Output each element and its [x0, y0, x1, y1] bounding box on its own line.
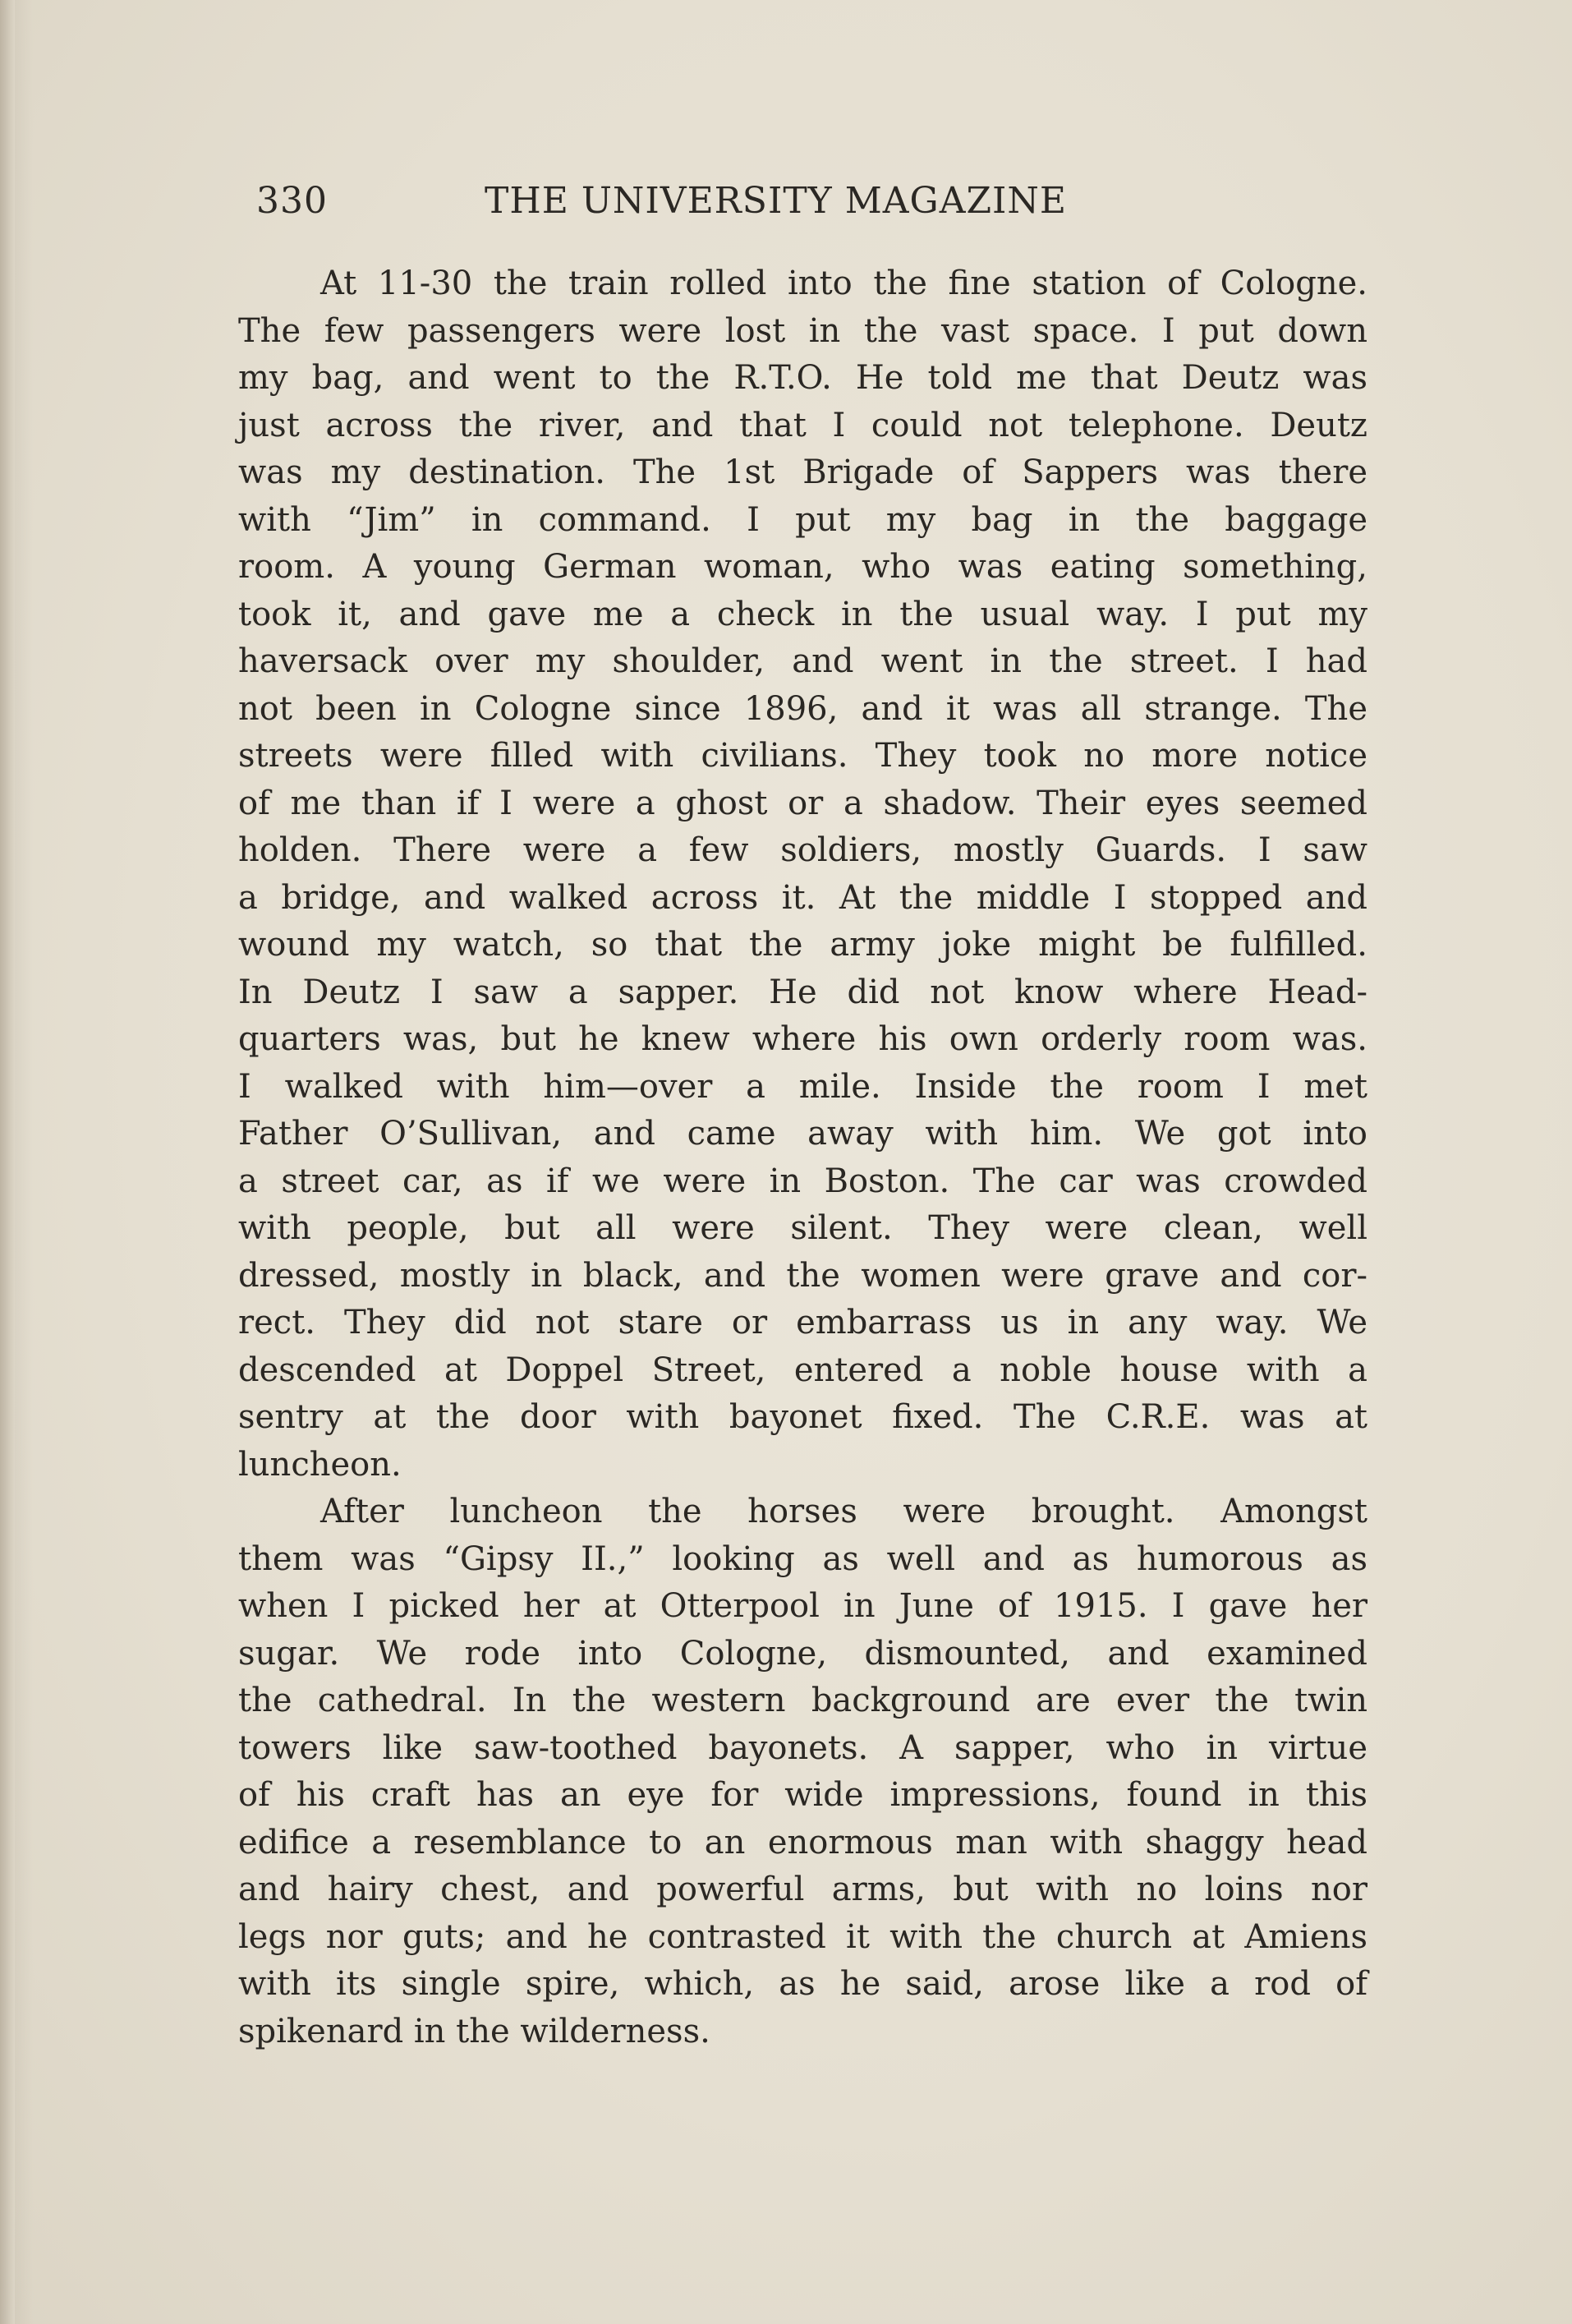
text-line: with “Jim” in command. I put my bag in the baggage: [238, 500, 1367, 539]
text-line: Father O’Sullivan, and came away with him. We got into: [238, 1115, 1367, 1153]
paragraph-1: [238, 260, 1367, 1489]
text-line: rect. They did not stare or embarrass us in any way. We: [238, 1304, 1367, 1341]
text-line: of me than if I were a ghost or a shadow. Their eyes seemed: [238, 784, 1367, 822]
text-line: my bag, and went to the R.T.O. He told me that Deutz was: [238, 359, 1367, 397]
text-line: holden. There were a few soldiers, mostly Guards. I saw: [238, 831, 1367, 869]
text-line: luncheon.: [238, 1445, 402, 1484]
text-line: At 11-30 the train rolled into the fine station of Cologne.: [320, 265, 1367, 302]
text-line: streets were filled with civilians. They took no more notice: [238, 737, 1367, 775]
text-line: of his craft has an eye for wide impressions, found in this: [238, 1776, 1367, 1814]
text-line: room. A young German woman, who was eating something,: [238, 548, 1367, 586]
text-line: I walked with him—over a mile. Inside the room I met: [238, 1067, 1367, 1106]
text-line: In Deutz I saw a sapper. He did not know where Head-: [238, 973, 1367, 1011]
text-line: The few passengers were lost in the vast space. I put down: [238, 311, 1367, 350]
text-line: a bridge, and walked across it. At the middle I stopped and: [238, 878, 1367, 917]
text-line: haversack over my shoulder, and went in the street. I had: [238, 642, 1367, 680]
text-line: was my destination. The 1st Brigade of Sappers was there: [238, 453, 1367, 491]
paragraph-2: [238, 1489, 1367, 2055]
text-line: After luncheon the horses were brought. Amongst: [320, 1493, 1367, 1530]
text-line: sentry at the door with bayonet fixed. The C.R.E. was at: [238, 1398, 1367, 1436]
text-line: just across the river, and that I could not telephone. Deutz: [238, 406, 1367, 444]
page-header: [256, 173, 1127, 230]
text-line: descended at Doppel Street, entered a noble house with a: [238, 1351, 1367, 1389]
binding-gutter: [0, 0, 15, 2324]
text-line: dressed, mostly in black, and the women were grave and cor-: [238, 1256, 1367, 1295]
text-line: with its single spire, which, as he said, arose like a rod of: [238, 1965, 1367, 2003]
text-line: when I picked her at Otterpool in June of 1915. I gave her: [238, 1587, 1367, 1625]
running-title: THE UNIVERSITY MAGAZINE: [485, 180, 1068, 222]
text-line: the cathedral. In the western background are ever the twin: [238, 1682, 1367, 1719]
text-line: not been in Cologne since 1896, and it was all strange. The: [238, 689, 1367, 728]
text-line: wound my watch, so that the army joke might be fulfilled.: [238, 926, 1367, 964]
text-line: took it, and gave me a check in the usual way. I put my: [238, 595, 1367, 633]
page-number: 330: [256, 180, 328, 222]
text-line: edifice a resemblance to an enormous man with shaggy head: [238, 1823, 1367, 1862]
body-text: [238, 260, 1367, 2055]
text-line: and hairy chest, and powerful arms, but with no loins nor: [238, 1871, 1367, 1908]
text-line: with people, but all were silent. They were clean, well: [238, 1209, 1367, 1247]
text-line: legs nor guts; and he contrasted it with the church at Amiens: [238, 1917, 1367, 1956]
text-line: spikenard in the wilderness.: [238, 2012, 710, 2050]
text-line: quarters was, but he knew where his own orderly room was.: [238, 1020, 1367, 1058]
text-line: sugar. We rode into Cologne, dismounted, and examined: [238, 1634, 1367, 1673]
text-line: towers like saw-toothed bayonets. A sapper, who in virtue: [238, 1728, 1367, 1767]
text-line: them was “Gipsy II.,” looking as well and as humorous as: [238, 1539, 1367, 1578]
text-line: a street car, as if we were in Boston. The car was crowded: [238, 1162, 1367, 1200]
